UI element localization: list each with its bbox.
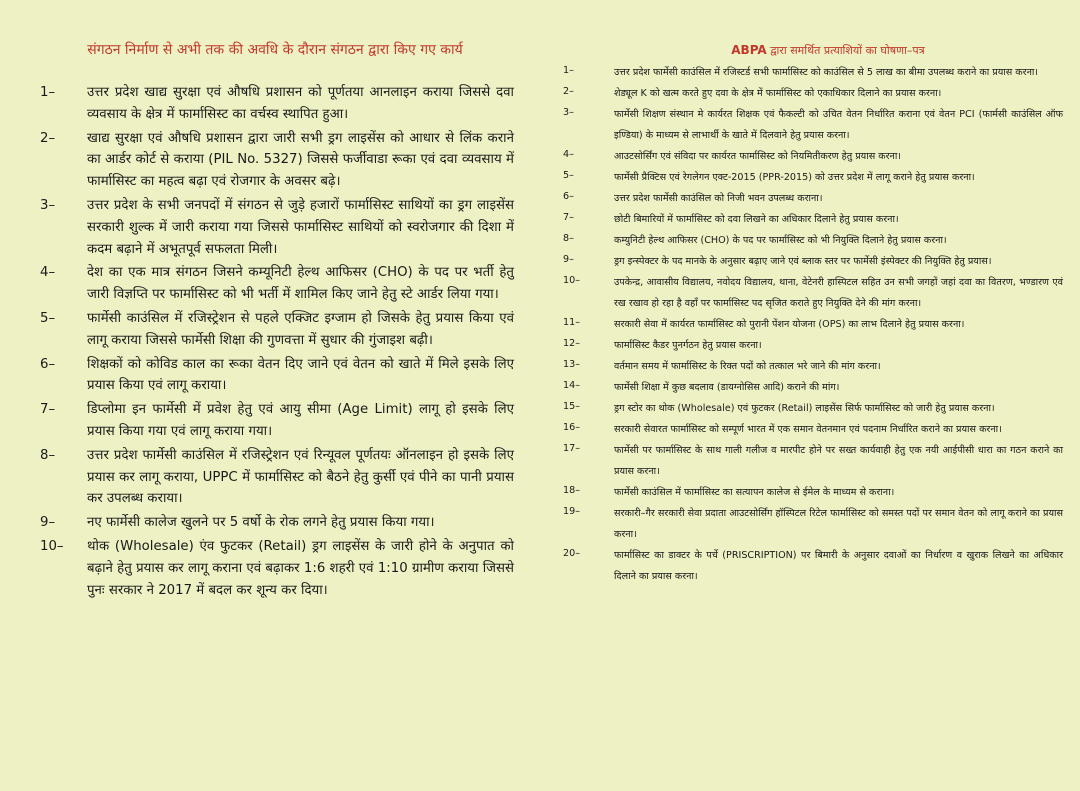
item-text: थोक (Wholesale) एंव फुटकर (Retail) ड्रग लाइसेंस के जारी होने के अनुपात को बढ़ाने हेतु प्रयास कर लागू कराना एवं बढ़ाकर 1:6 शहरी एवं 1:10 ग्रामीण कराया जिससे पुनः सरकार ने 2017 में बदल कर शून्य कर दिया।	[87, 538, 514, 598]
list-item	[40, 195, 514, 260]
item-text: उत्तर प्रदेश फार्मेसी काउंसिल में रजिस्टर्ड सभी फार्मासिस्ट को काउंसिल से 5 लाख का बीमा उपलब्ध कराने का प्रयास करना।	[614, 67, 1039, 78]
list-item	[40, 82, 514, 126]
list-item	[563, 440, 1063, 482]
list-item	[563, 356, 1063, 377]
list-item	[563, 104, 1063, 146]
list-item	[563, 503, 1063, 545]
list-item	[40, 399, 514, 443]
list-item	[40, 262, 514, 306]
item-number: 15–	[563, 401, 581, 412]
item-number: 8–	[563, 233, 574, 244]
list-item	[563, 419, 1063, 440]
item-number: 7–	[563, 212, 574, 223]
item-number: 5–	[563, 170, 574, 181]
item-number: 8–	[40, 447, 56, 463]
item-text: सरकारी सेवा में कार्यरत फार्मासिस्ट को पुरानी पेंशन योजना (OPS) का लाभ दिलाने हेतु प्रयास करना।	[614, 319, 965, 330]
item-text: उत्तर प्रदेश फार्मेसी काउंसिल में रजिस्ट्रेशन एवं रिन्यूवल पूर्णतयः ऑनलाइन हो इसके लिए प्रयास कर लागू कराया, UPPC में फार्मासिस्ट को बैठने हेतु कुर्सी एवं पीने का पानी प्रयास कर उपलब्ध कराया।	[87, 447, 514, 507]
item-text: वर्तमान समय में फार्मासिस्ट के रिक्त पदों को तत्काल भरे जाने की मांग करना।	[614, 361, 881, 372]
item-number: 3–	[563, 107, 574, 118]
item-text: शेड्यूल K को खत्म करते हुए दवा के क्षेत्र में फार्मासिस्ट को एकाधिकार दिलाने का प्रयास करना।	[614, 88, 942, 99]
list-item	[40, 536, 514, 601]
list-item	[563, 62, 1063, 83]
item-number: 10–	[563, 275, 581, 286]
item-number: 12–	[563, 338, 581, 349]
item-text: फार्मेसी शिक्षण संस्थान मे कार्यरत शिक्षक एवं फैकल्टी को उचित वेतन निर्धारित कराना एवं वेतन PCI (फार्मसी काउंसिल ऑफ इण्डिया) के माध्यम से लाभार्थी के खाते में दिलवाने हेतु प्रयास करना।	[614, 109, 1063, 141]
list-item	[563, 230, 1063, 251]
item-text: सरकारी–गैर सरकारी सेवा प्रदाता आउटसोर्सिंग हॉस्पिटल रिटेल फार्मासिस्ट को समस्त पदों पर समान वेतन को लागू कराने का प्रयास करना।	[614, 508, 1063, 540]
list-item	[563, 272, 1063, 314]
left-title: संगठन निर्माण से अभी तक की अवधि के दौरान संगठन द्वारा किए गए कार्य	[87, 42, 463, 58]
right-title	[608, 42, 1048, 59]
item-number: 10–	[40, 538, 64, 554]
item-text: ड्रग इन्स्पेक्टर के पद मानके के अनुसार बढ़ाए जाने एवं ब्लाक स्तर पर फार्मेसी इंस्पेक्टर की नियुक्ति हेतु प्रयास।	[614, 256, 992, 267]
item-number: 13–	[563, 359, 581, 370]
item-number: 19–	[563, 506, 581, 517]
item-text: ड्रग स्टोर का थोक (Wholesale) एवं फुटकर (Retail) लाइसेंस सिर्फ फार्मासिस्ट को जारी हेतु प्रयास करना।	[614, 403, 995, 414]
item-text: आउटसोर्सिंग एवं संविदा पर कार्यरत फार्मासिस्ट को नियमितीकरण हेतु प्रयास करना।	[614, 151, 902, 162]
item-text: शिक्षकों को कोविड काल का रूका वेतन दिए जाने एवं वेतन को खाते में मिले इसके लिए प्रयास किया एवं लागू कराया।	[87, 356, 514, 394]
list-item	[563, 482, 1063, 503]
item-text: उत्तर प्रदेश खाद्य सुरक्षा एवं औषधि प्रशासन को पूर्णतया आनलाइन कराया जिससे दवा व्यवसाय के क्षेत्र में फार्मासिस्ट का वर्चस्व स्थापित हुआ।	[87, 85, 514, 122]
item-text: फार्मेसी शिक्षा में कुछ बदलाव (डायग्नोसिस आदि) कराने की मांग।	[614, 382, 840, 393]
list-item	[40, 354, 514, 398]
item-text: डिप्लोमा इन फार्मेसी में प्रवेश हेतु एवं आयु सीमा (Age Limit) लागू हो इसके लिए प्रयास किया गया एवं लागू कराया गया।	[87, 402, 514, 439]
list-item	[563, 398, 1063, 419]
list-item	[563, 251, 1063, 272]
item-text: खाद्य सुरक्षा एवं औषधि प्रशासन द्वारा जारी सभी ड्रग लाइसेंस को आधार से लिंक कराने का आर्डर कोर्ट से कराया (PIL No. 5327) जिससे फर्जीवाडा रूका एवं दवा व्यवसाय में फार्मासिस्ट का महत्व बढ़ा एवं रोजगार के अवसर बढ़े।	[87, 130, 514, 190]
list-item	[563, 335, 1063, 356]
list-item	[563, 83, 1063, 104]
list-item	[40, 445, 514, 510]
right-title-abbr: ABPA	[731, 43, 767, 57]
item-text: देश का एक मात्र संगठन जिसने कम्यूनिटी हेल्थ आफिसर (CHO) के पद पर भर्ती हेतु जारी विज्ञप्ति पर फार्मासिस्ट को भी भर्ती में शामिल किए जाने हेतु स्टे आर्डर लिया गया।	[87, 265, 514, 303]
item-number: 7–	[40, 402, 56, 418]
item-text: छोटी बिमारियों में फार्मासिस्ट को दवा लिखने का अधिकार दिलाने हेतु प्रयास करना।	[614, 214, 899, 225]
list-item	[563, 146, 1063, 167]
item-number: 5–	[40, 310, 56, 326]
item-number: 9–	[40, 515, 56, 531]
item-text: नए फार्मेसी कालेज खुलने पर 5 वर्षो के रोक लगने हेतु प्रयास किया गया।	[87, 515, 435, 531]
item-number: 14–	[563, 380, 581, 391]
item-number: 1–	[40, 85, 56, 100]
list-item	[563, 545, 1063, 587]
list-item	[563, 209, 1063, 230]
list-item	[563, 377, 1063, 398]
item-number: 20–	[563, 548, 581, 559]
item-text: उत्तर प्रदेश फार्मेसी काउंसिल को निजी भवन उपलब्ध कराना।	[614, 193, 823, 204]
item-text: फार्मेसी पर फार्मासिस्ट के साथ गाली गलीज व मारपीट होने पर सख्त कार्यवाही हेतु एक नयी आईपीसी धारा का गठन कराने का प्रयास करना।	[614, 445, 1063, 477]
list-item	[563, 167, 1063, 188]
item-number: 16–	[563, 422, 581, 433]
list-item	[40, 128, 514, 193]
right-list	[563, 62, 1063, 587]
item-number: 2–	[563, 86, 574, 97]
item-number: 6–	[40, 356, 56, 372]
item-text: फार्मेसी काउंसिल में रजिस्ट्रेशन से पहले एक्जिट इग्जाम हो जिसके हेतु प्रयास किया एवं लागू कराया जिससे फार्मेसी शिक्षा की गुणवत्ता में सुधार की गुंजाइश बढ़ी।	[87, 310, 514, 348]
item-number: 1–	[563, 65, 574, 76]
list-item	[40, 512, 514, 534]
item-text: फार्मासिस्ट कैडर पुनर्गठन हेतु प्रयास करना।	[614, 340, 762, 351]
list-item	[563, 188, 1063, 209]
left-list	[40, 82, 514, 603]
list-item	[40, 308, 514, 352]
item-text: फार्मासिस्ट का डाक्टर के पर्चे (PRISCRIPTION) पर बिमारी के अनुसार दवाओं का निर्धारण व खुराक लिखने का अधिकार दिलाने का प्रयास करना।	[614, 550, 1063, 582]
item-text: सरकारी सेवारत फार्मासिस्ट को सम्पूर्ण भारत में एक समान वेतनमान एवं पदनाम निर्धारित कराने का प्रयास करना।	[614, 424, 1002, 435]
item-text: उपकेन्द्र, आवासीय विद्यालय, नवोदय विद्यालय, थाना, वेटेनरी हास्पिटल सहित उन सभी जगहों जहां दवा का वितरण, भण्डारण एवं रख रखाव हो रहा है वहाँ पर फार्मासिस्ट पद सृजित कराते हुए नियुक्ति देने की मांग करना।	[614, 277, 1063, 309]
item-text: उत्तर प्रदेश के सभी जनपदों में संगठन से जुड़े हजारों फार्मासिस्ट साथियों का ड्रग लाइसेंस सरकारी शुल्क में जारी कराया गया जिससे फार्मासिस्ट साथियों को स्वरोजगार की दिशा में कदम बढ़ाने में अभूतपूर्व सफलता मिली।	[87, 197, 514, 257]
item-number: 11–	[563, 317, 581, 328]
item-number: 6–	[563, 191, 574, 202]
item-text: फार्मेसी प्रैक्टिस एवं रेगलेगन एक्ट-2015 (PPR-2015) को उत्तर प्रदेश में लागू कराने हेतु प्रयास करना।	[614, 172, 975, 183]
item-number: 18–	[563, 485, 581, 496]
item-number: 2–	[40, 130, 56, 146]
right-title-text: द्वारा समर्थित प्रत्याशियों का घोषणा–पत्र	[770, 44, 925, 57]
item-number: 17–	[563, 443, 581, 454]
item-number: 4–	[563, 149, 574, 160]
item-text: फार्मेसी काउंसिल में फार्मासिस्ट का सत्यापन कालेज से ईमेल के माध्यम से कराना।	[614, 487, 895, 498]
item-number: 3–	[40, 197, 56, 213]
item-number: 9–	[563, 254, 574, 265]
item-text: कम्युनिटी हेल्थ आफिसर (CHO) के पद पर फार्मासिस्ट को भी नियुक्ति दिलाने हेतु प्रयास करना।	[614, 235, 947, 246]
list-item	[563, 314, 1063, 335]
item-number: 4–	[40, 265, 56, 281]
